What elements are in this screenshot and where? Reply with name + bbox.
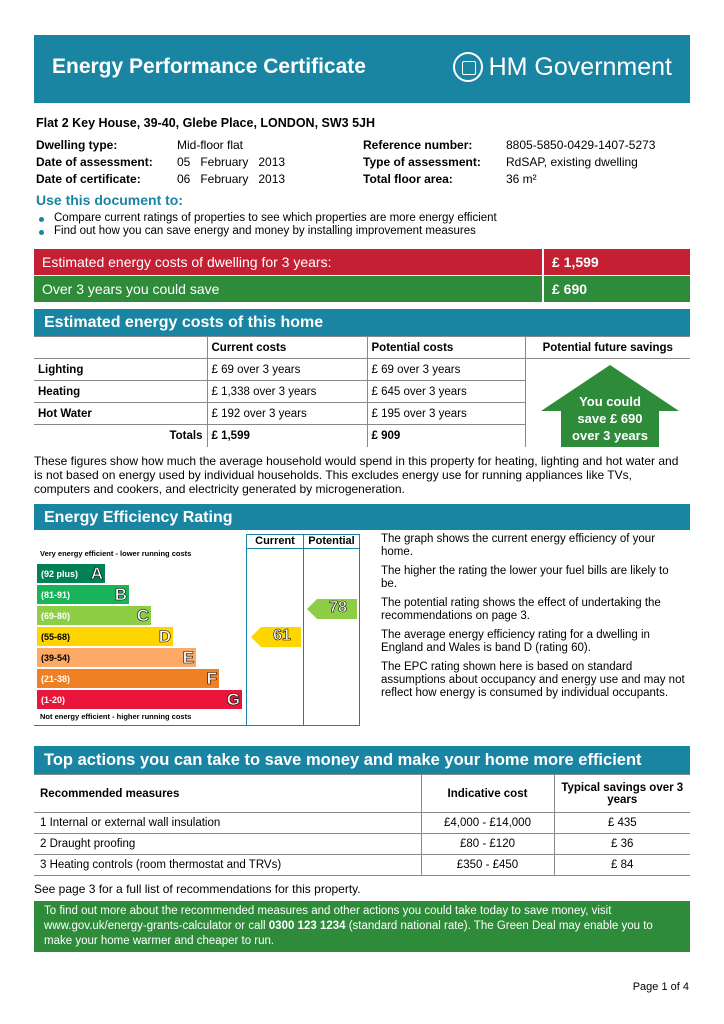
- certificate-title: Energy Performance Certificate: [52, 55, 366, 78]
- bullet-item: Find out how you can save energy and money by installing improvement measures: [36, 225, 686, 237]
- measure-cost: £4,000 - £14,000: [421, 813, 554, 834]
- totals-current: £ 1,599: [207, 425, 367, 447]
- actions-section-title: Top actions you can take to save money and make your home more efficient: [34, 746, 690, 774]
- row-name: Lighting: [34, 359, 207, 381]
- row-potential: £ 195 over 3 years: [367, 403, 525, 425]
- details-left: [36, 138, 356, 189]
- detail-label: Date of assessment:: [36, 155, 153, 169]
- estimated-costs-band: [34, 249, 690, 275]
- use-heading: Use this document to:: [36, 192, 184, 208]
- band-range: (69-80): [41, 610, 71, 621]
- band-letter: C: [136, 605, 149, 625]
- measure-saving: £ 84: [554, 855, 690, 876]
- measure-cost: £350 - £450: [421, 855, 554, 876]
- detail-label: Total floor area:: [363, 172, 453, 186]
- band-letter: E: [182, 647, 194, 667]
- hm-government-text: HM Government: [488, 52, 672, 81]
- rating-explanation: [381, 533, 686, 706]
- row-name: Hot Water: [34, 403, 207, 425]
- rating-text-paragraph: The EPC rating shown here is based on standard assumptions about occupancy and energy use and may not reflect how energy is consumed by individual occupants.: [381, 661, 685, 699]
- table-row: [34, 834, 690, 855]
- measure-name: 1 Internal or external wall insulation: [34, 813, 421, 834]
- efficiency-chart: [34, 534, 364, 726]
- footer-line: (standard national rate). The Green Deal may enable you to: [345, 920, 653, 932]
- measures-header: Recommended measures: [34, 775, 421, 813]
- band-a: [37, 564, 105, 583]
- rating-text-paragraph: The higher the rating the lower your fuel bills are likely to be.: [381, 565, 669, 590]
- measures-header: Indicative cost: [421, 775, 554, 813]
- band-g: [37, 690, 242, 709]
- band-range: (55-68): [41, 631, 71, 642]
- royal-crest-icon: [453, 52, 483, 82]
- page-number: Page 1 of 4: [632, 981, 689, 993]
- current-rating-marker: [251, 627, 301, 647]
- detail-value: 05 February 2013: [177, 155, 286, 169]
- totals-potential: £ 909: [367, 425, 525, 447]
- totals-label: Totals: [34, 425, 207, 447]
- row-potential: £ 69 over 3 years: [367, 359, 525, 381]
- row-current: £ 1,338 over 3 years: [207, 381, 367, 403]
- savings-arrow: [541, 365, 679, 447]
- costs-header-blank: [34, 337, 207, 359]
- band-range: (81-91): [41, 589, 71, 600]
- detail-label: Dwelling type:: [36, 138, 118, 152]
- costs-header-savings: Potential future savings: [525, 337, 690, 359]
- measure-name: 3 Heating controls (room thermostat and TRVs): [34, 855, 421, 876]
- footer-info-box: [34, 901, 690, 952]
- savings-arrow-line2: save £ 690: [577, 411, 643, 426]
- band-range: (92 plus): [41, 568, 79, 579]
- row-potential: £ 645 over 3 years: [367, 381, 525, 403]
- property-address: Flat 2 Key House, 39-40, Glebe Place, LONDON, SW3 5JH: [36, 116, 376, 130]
- chart-bottom-label: Not energy efficient - higher running costs: [40, 712, 192, 721]
- band-letter: A: [90, 563, 103, 583]
- costs-header-current: Current costs: [207, 337, 367, 359]
- detail-value: 36 m²: [506, 172, 537, 186]
- rating-text-paragraph: The average energy efficiency rating for a dwelling in England and Wales is band D (rating 60).: [381, 629, 650, 654]
- band-range: (1-20): [41, 694, 66, 705]
- detail-label: Type of assessment:: [363, 155, 481, 169]
- details-right: [363, 138, 693, 189]
- band-c: [37, 606, 151, 625]
- footer-line: www.gov.uk/energy-grants-calculator or call: [44, 920, 269, 932]
- band-letter: B: [114, 584, 127, 604]
- measure-saving: £ 36: [554, 834, 690, 855]
- potential-rating-value: 78: [329, 599, 347, 616]
- band-f: [37, 669, 219, 688]
- current-rating-value: 61: [273, 627, 291, 644]
- band-range: (39-54): [41, 652, 71, 663]
- row-current: £ 69 over 3 years: [207, 359, 367, 381]
- band-letter: G: [226, 689, 240, 709]
- row-current: £ 192 over 3 years: [207, 403, 367, 425]
- detail-value: 06 February 2013: [177, 172, 286, 186]
- detail-value: RdSAP, existing dwelling: [506, 155, 638, 169]
- savings-band: [34, 276, 690, 302]
- band-e: [37, 648, 196, 667]
- band-value: £ 1,599: [552, 254, 599, 270]
- measures-header: Typical savings over 3 years: [554, 775, 690, 813]
- band-range: (21-38): [41, 673, 71, 684]
- band-letter: D: [158, 626, 171, 646]
- footer-line: make your home warmer and cheaper to run.: [44, 935, 275, 947]
- costs-header-potential: Potential costs: [367, 337, 525, 359]
- table-row: [34, 855, 690, 876]
- phone-number: 0300 123 1234: [268, 920, 346, 932]
- band-letter: F: [206, 668, 217, 688]
- band-label: Over 3 years you could save: [34, 276, 544, 302]
- detail-value: Mid-floor flat: [177, 138, 244, 152]
- potential-rating-marker: [307, 599, 357, 619]
- rating-section-title: Energy Efficiency Rating: [34, 504, 690, 530]
- measure-cost: £80 - £120: [421, 834, 554, 855]
- certificate-header: [34, 35, 690, 103]
- rating-text-paragraph: The graph shows the current energy efficiency of your home.: [381, 533, 656, 558]
- measure-name: 2 Draught proofing: [34, 834, 421, 855]
- chart-top-label: Very energy efficient - lower running costs: [40, 549, 192, 558]
- savings-arrow-line1: You could: [579, 394, 641, 409]
- costs-section-title: Estimated energy costs of this home: [34, 309, 690, 336]
- col-potential-label: Potential: [308, 535, 355, 547]
- costs-note: These figures show how much the average household would spend in this property for heating, lighting and hot water and is not based on energy used by individual households. This excludes energy use for running appliances like TVs, computers and cookers, and electricity generated by microgeneration.: [34, 454, 679, 496]
- detail-value: 8805-5850-0429-1407-5273: [506, 138, 656, 152]
- band-label: Estimated energy costs of dwelling for 3 years:: [34, 249, 544, 275]
- measures-table: [34, 774, 690, 876]
- band-b: [37, 585, 129, 604]
- hm-government-logo: [453, 52, 672, 82]
- row-name: Heating: [34, 381, 207, 403]
- rating-text-paragraph: The potential rating shows the effect of undertaking the recommendations on page 3.: [381, 597, 661, 622]
- measure-saving: £ 435: [554, 813, 690, 834]
- col-current-label: Current: [255, 535, 295, 547]
- band-value: £ 690: [552, 281, 588, 297]
- see-page-note: See page 3 for a full list of recommendations for this property.: [34, 882, 361, 896]
- detail-label: Date of certificate:: [36, 172, 141, 186]
- detail-label: Reference number:: [363, 138, 473, 152]
- use-bullets: [36, 212, 686, 238]
- savings-arrow-line3: over 3 years: [572, 428, 648, 443]
- table-row: [34, 813, 690, 834]
- band-d: [37, 627, 173, 646]
- bullet-item: Compare current ratings of properties to see which properties are more energy efficient: [36, 212, 686, 224]
- footer-line: To find out more about the recommended measures and other actions you could take today to save money, visit: [44, 905, 612, 917]
